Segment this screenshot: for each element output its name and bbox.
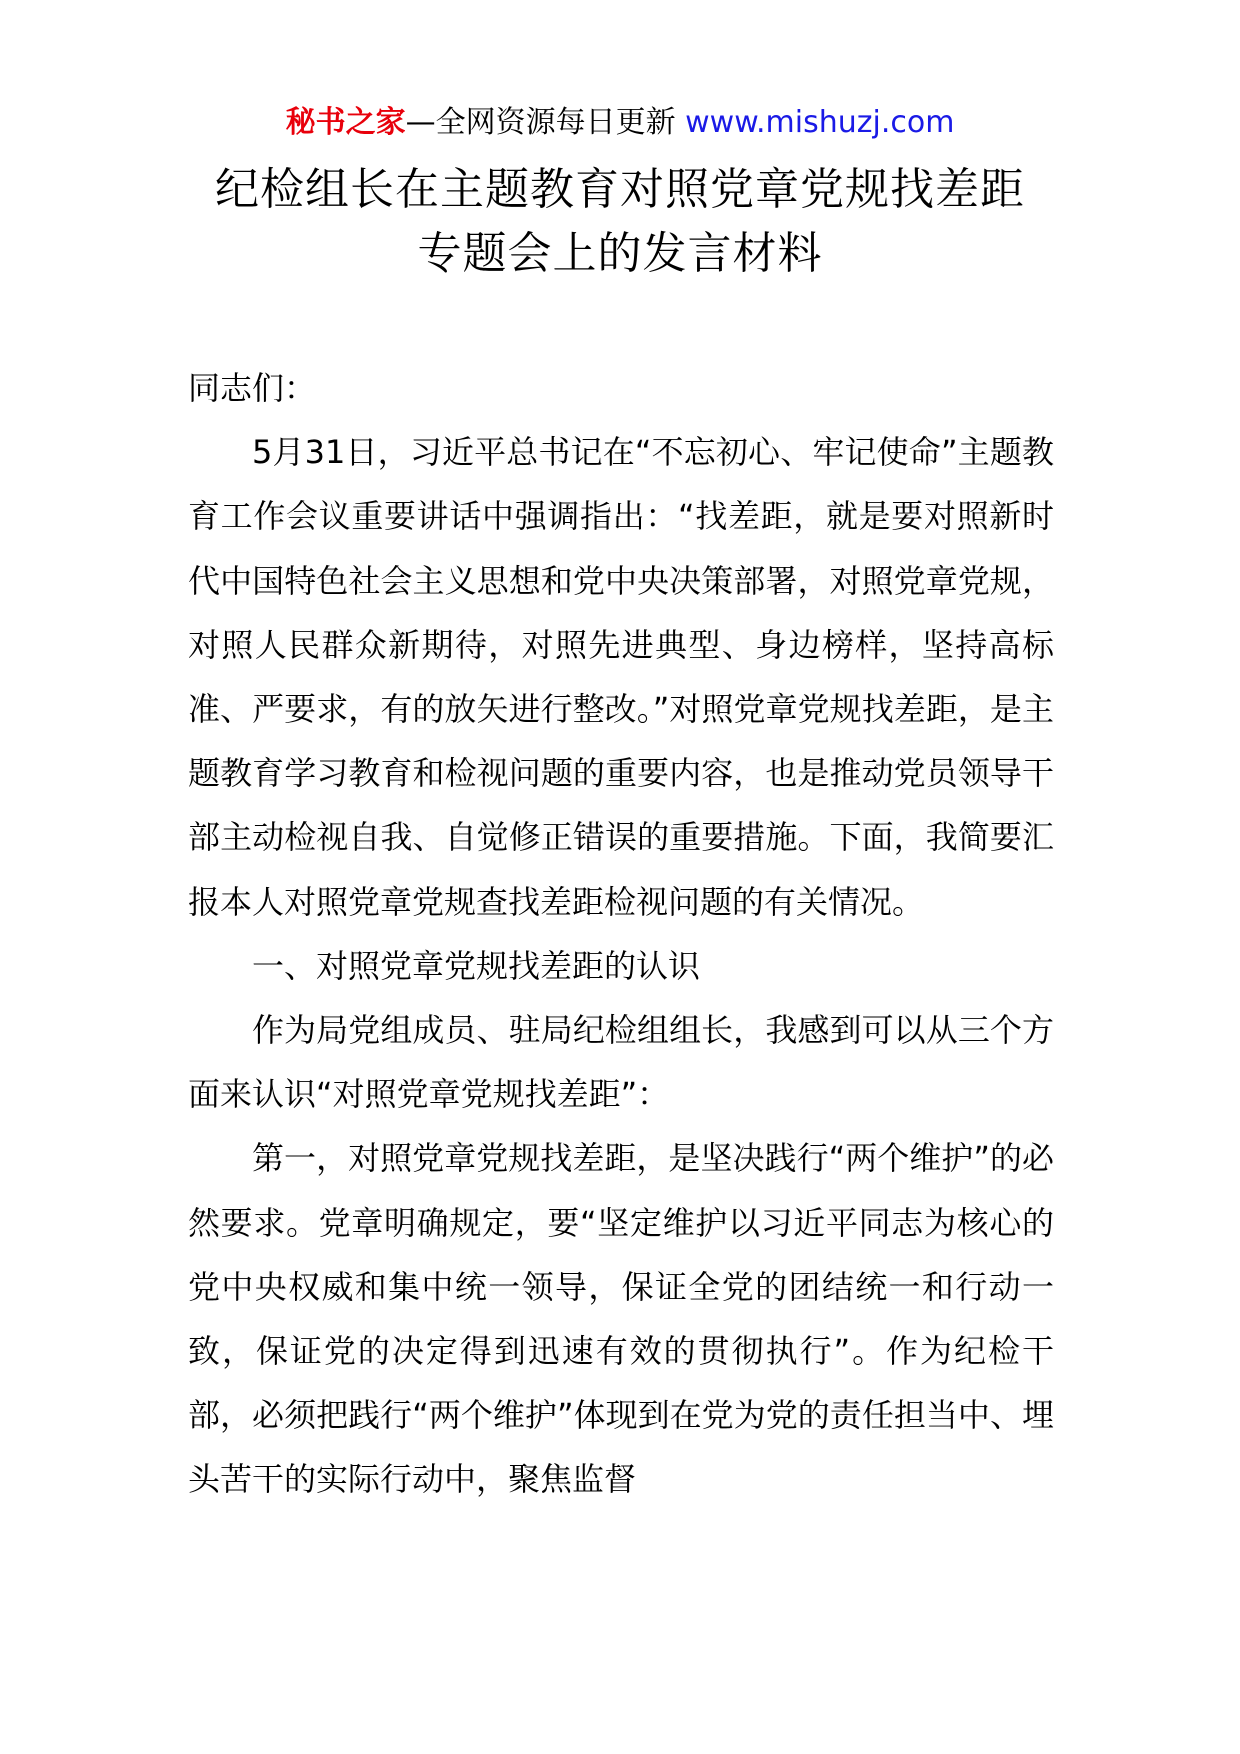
title-line-1: 纪检组长在主题教育对照党章党规找差距 bbox=[215, 164, 1025, 215]
document-body bbox=[188, 356, 1054, 1512]
paragraph-first-point: 第一，对照党章党规找差距，是坚决践行“两个维护”的必然要求。党章明确规定，要“坚定维护以习近平同志为核心的党中央权威和集中统一领导，保证全党的团结统一和行动一致，保证党的决定得到迅速有效的贯彻执行”。作为纪检干部，必须把践行“两个维护”体现到在党为党的责任担当中、埋头苦干的实际行动中，聚焦监督 bbox=[188, 1139, 1054, 1499]
paragraph-understanding: 作为局党组成员、驻局纪检组组长，我感到可以从三个方面来认识“对照党章党规找差距”： bbox=[188, 1011, 1054, 1114]
brand-name: 秘书之家 bbox=[285, 105, 406, 140]
salutation: 同志们： bbox=[188, 369, 317, 407]
watermark-header bbox=[0, 100, 1240, 146]
document-title bbox=[0, 158, 1240, 286]
section-heading-1: 一、对照党章党规找差距的认识 bbox=[252, 946, 701, 985]
paragraph-intro: 5月31日，习近平总书记在“不忘初心、牢记使命”主题教育工作会议重要讲话中强调指出：“找差距，就是要对照新时代中国特色社会主义思想和党中央决策部署，对照党章党规，对照人民群众新期待，对照先进典型、身边榜样，坚持高标准、严要求，有的放矢进行整改。”对照党章党规找差距，是主题教育学习教育和检视问题的重要内容，也是推动党员领导干部主动检视自我、自觉修正错误的重要措施。下面，我简要汇报本人对照党章党规查找差距检视问题的有关情况。 bbox=[188, 433, 1054, 921]
title-line-2: 专题会上的发言材料 bbox=[417, 228, 823, 279]
site-url-link[interactable]: www.mishuzj.com bbox=[685, 105, 955, 140]
brand-slogan: —全网资源每日更新 bbox=[405, 105, 676, 140]
